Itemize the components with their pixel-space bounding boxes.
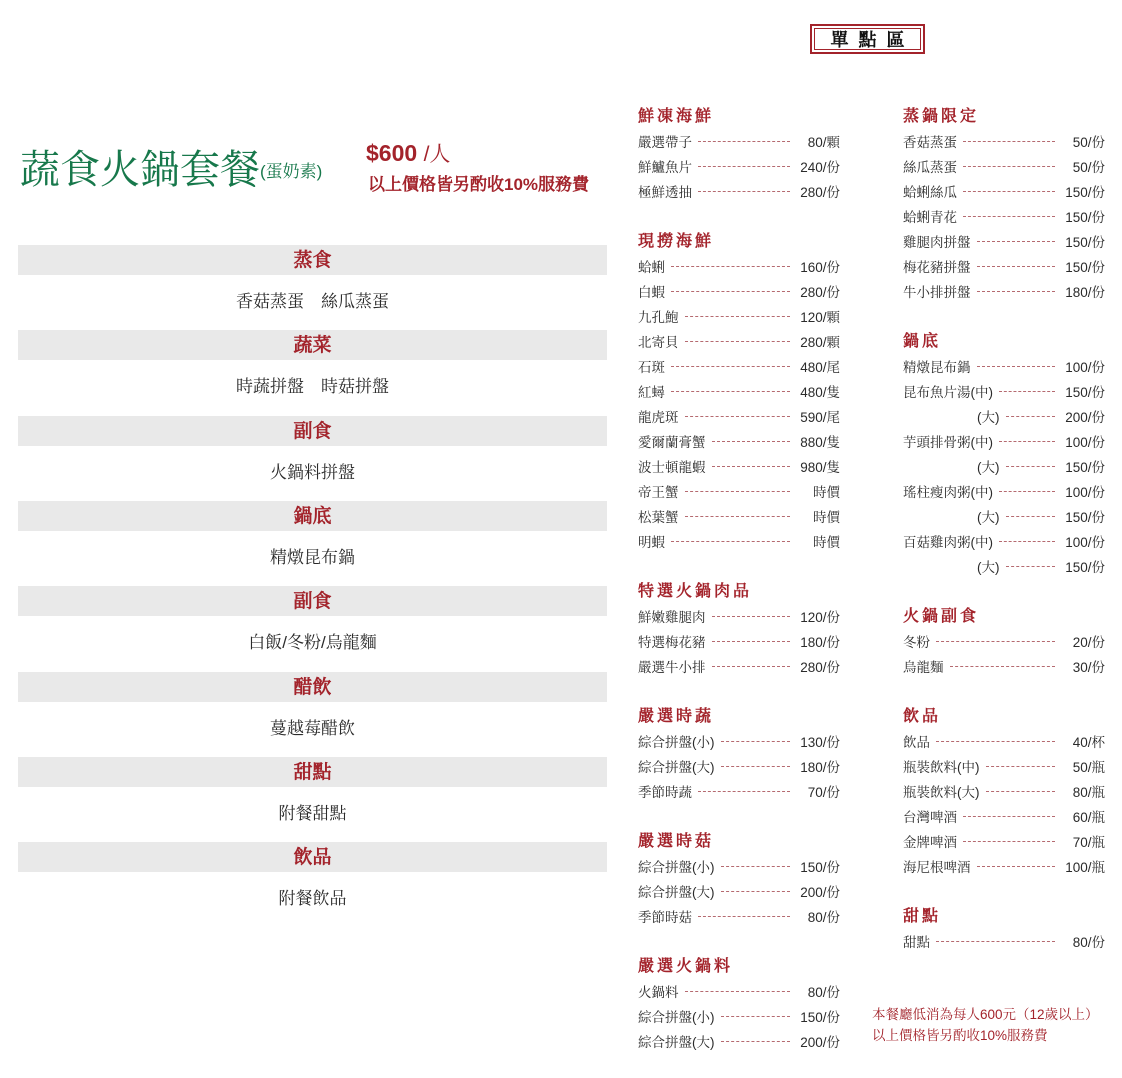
dotted-leader [977,291,1056,292]
menu-item [638,878,840,903]
item-name: 波士頓龍蝦 [638,459,706,475]
menu-item [638,1028,840,1053]
item-name: 白蝦 [638,284,665,300]
category-title: 嚴選時蔬 [638,706,715,725]
item-price: 時價 [813,484,840,500]
set-section-header: 飲品 [18,842,607,872]
menu-item [903,128,1105,153]
set-section-header: 甜點 [18,757,607,787]
menu-item [903,378,1105,403]
item-price: 時價 [813,534,840,550]
menu-item [903,853,1105,878]
item-price: 200/份 [800,1034,840,1050]
menu-item [903,253,1105,278]
dotted-leader [1006,516,1056,517]
service-fee-footer: 以上價格皆另酌收10%服務費 [872,1028,1048,1043]
set-menu-title [20,138,322,195]
menu-item [638,503,840,528]
dotted-leader [999,441,1055,442]
category-title: 嚴選時菇 [638,831,715,850]
category-title: 特選火鍋肉品 [638,581,753,600]
menu-item [638,453,840,478]
menu-category [638,828,840,928]
item-price: 80/顆 [807,134,840,150]
item-price: 70/瓶 [1072,834,1105,850]
menu-category [903,103,1105,303]
item-price: 150/份 [1065,184,1105,200]
dotted-leader [986,791,1056,792]
menu-item [638,1003,840,1028]
set-section [18,842,607,909]
menu-item [903,778,1105,803]
item-name: 嚴選牛小排 [638,659,706,675]
item-price: 100/份 [1065,434,1105,450]
item-name: 甜點 [903,934,930,950]
set-menu-price [366,138,450,168]
menu-item [638,278,840,303]
dotted-leader [977,266,1056,267]
item-price: 150/份 [1065,384,1105,400]
item-price: 30/份 [1072,659,1105,675]
dotted-leader [721,1016,791,1017]
set-section-content: 香菇蒸蛋 絲瓜蒸蛋 [236,292,389,311]
menu-item [638,428,840,453]
dotted-leader [685,991,791,992]
item-name: 綜合拼盤(小) [638,734,715,750]
item-name: 芋頭排骨粥(中) [903,434,993,450]
price-value: $600 [366,140,418,166]
service-fee-note: 以上價格皆另酌收10%服務費 [368,175,590,194]
item-price: 40/杯 [1072,734,1105,750]
dotted-leader [671,291,790,292]
dotted-leader [698,141,790,142]
item-price: 480/尾 [800,359,840,375]
dotted-leader [950,666,1056,667]
item-price: 200/份 [1065,409,1105,425]
item-price: 150/份 [1065,459,1105,475]
set-section-header: 鍋底 [18,501,607,531]
dotted-leader [963,141,1055,142]
item-price: 280/份 [800,659,840,675]
menu-category [638,228,840,553]
item-name: 極鮮透抽 [638,184,692,200]
menu-item [903,453,1105,478]
item-price: 980/隻 [800,459,840,475]
item-price: 100/份 [1065,534,1105,550]
dotted-leader [721,891,791,892]
price-unit: /人 [423,143,451,166]
menu-item [903,653,1105,678]
menu-item [638,528,840,553]
item-name: 季節時蔬 [638,784,692,800]
item-name: 綜合拼盤(小) [638,1009,715,1025]
item-price: 240/份 [800,159,840,175]
menu-item [638,978,840,1003]
footer-notes [872,1004,1099,1046]
set-section [18,586,607,653]
item-name: 台灣啤酒 [903,809,957,825]
item-price: 150/份 [1065,559,1105,575]
set-section-content: 白飯/冬粉/烏龍麵 [248,633,377,653]
set-section-header: 蔬菜 [18,330,607,360]
item-price: 180/份 [1065,284,1105,300]
dotted-leader [685,516,791,517]
menu-item [638,328,840,353]
item-price: 280/份 [800,284,840,300]
menu-item [903,628,1105,653]
item-name: 季節時菇 [638,909,692,925]
set-section-content: 蔓越莓醋飲 [270,718,355,738]
dotted-leader [698,166,790,167]
category-title: 鮮凍海鮮 [638,106,715,125]
dotted-leader [712,641,791,642]
set-section-content: 附餐飲品 [278,889,347,909]
badge-label: 單點區 [830,30,915,51]
menu-category [638,578,840,678]
item-name: 昆布魚片湯(中) [903,384,993,400]
dotted-leader [963,191,1055,192]
dotted-leader [721,866,791,867]
menu-item [903,928,1105,953]
item-name: (大) [977,459,1000,475]
menu-item [903,203,1105,228]
menu-item [903,803,1105,828]
category-title: 飲品 [903,706,942,725]
item-price: 60/瓶 [1072,809,1105,825]
set-section [18,245,607,312]
item-price: 280/份 [800,184,840,200]
dotted-leader [936,941,1055,942]
dotted-leader [671,266,790,267]
item-price: 100/瓶 [1065,859,1105,875]
item-price: 120/份 [800,609,840,625]
item-name: 蛤蜊 [638,259,665,275]
item-name: 石斑 [638,359,665,375]
set-section-content: 時蔬拼盤 時菇拼盤 [236,377,389,397]
item-price: 20/份 [1072,634,1105,650]
menu-item [638,178,840,203]
item-name: 冬粉 [903,634,930,650]
category-title: 鍋底 [903,331,942,350]
item-name: 綜合拼盤(大) [638,1034,715,1050]
menu-item [638,853,840,878]
item-name: 嚴選帶子 [638,134,692,150]
item-name: 精燉昆布鍋 [903,359,971,375]
menu-item [638,478,840,503]
item-name: 海尼根啤酒 [903,859,971,875]
dotted-leader [963,166,1055,167]
dotted-leader [1006,566,1056,567]
dotted-leader [685,341,791,342]
item-price: 100/份 [1065,359,1105,375]
set-section-header: 副食 [18,586,607,616]
menu-item [903,403,1105,428]
menu-item [638,603,840,628]
dotted-leader [936,741,1055,742]
item-price: 150/份 [800,1009,840,1025]
item-name: 雞腿肉拼盤 [903,234,971,250]
item-name: 梅花豬拼盤 [903,259,971,275]
dotted-leader [712,466,791,467]
menu-item [638,253,840,278]
item-name: 烏龍麵 [903,659,944,675]
dotted-leader [977,366,1056,367]
menu-item [638,778,840,803]
dotted-leader [999,391,1055,392]
item-price: 180/份 [800,759,840,775]
item-name: (大) [977,509,1000,525]
menu-item [903,153,1105,178]
item-price: 50/份 [1072,159,1105,175]
menu-column-left [638,103,840,1078]
item-name: (大) [977,559,1000,575]
item-price: 80/份 [1072,934,1105,950]
item-name: 明蝦 [638,534,665,550]
item-price: 150/份 [1065,209,1105,225]
item-price: 80/份 [807,909,840,925]
item-price: 100/份 [1065,484,1105,500]
dotted-leader [712,441,791,442]
item-price: 160/份 [800,259,840,275]
item-price: 120/顆 [800,309,840,325]
menu-category [903,328,1105,578]
menu-item [903,553,1105,578]
set-section-content: 火鍋料拼盤 [270,462,355,482]
item-price: 80/份 [807,984,840,1000]
item-price: 280/顆 [800,334,840,350]
menu-item [903,353,1105,378]
item-name: 特選梅花豬 [638,634,706,650]
item-price: 150/份 [1065,259,1105,275]
menu-item [638,153,840,178]
item-price: 590/尾 [800,409,840,425]
item-name: (大) [977,409,1000,425]
category-title: 甜點 [903,906,942,925]
item-price: 150/份 [1065,234,1105,250]
dotted-leader [977,241,1056,242]
item-price: 時價 [813,509,840,525]
item-name: 絲瓜蒸蛋 [903,159,957,175]
item-name: 九孔鮑 [638,309,679,325]
a-la-carte-badge [810,24,925,54]
menu-category [903,603,1105,678]
menu-item [638,378,840,403]
item-name: 百菇雞肉粥(中) [903,534,993,550]
category-title: 蒸鍋限定 [903,106,980,125]
set-section [18,501,607,568]
dotted-leader [721,741,791,742]
menu-item [638,403,840,428]
dotted-leader [685,416,791,417]
menu-category [638,703,840,803]
dotted-leader [671,366,790,367]
menu-column-right [903,103,1105,978]
item-name: 綜合拼盤(大) [638,884,715,900]
menu-item [903,828,1105,853]
menu-item [638,653,840,678]
item-name: 愛爾蘭膏蟹 [638,434,706,450]
dotted-leader [999,541,1055,542]
dotted-leader [698,916,790,917]
set-section-header: 蒸食 [18,245,607,275]
dotted-leader [977,866,1056,867]
set-section [18,330,607,397]
dotted-leader [685,316,791,317]
menu-category [638,953,840,1053]
menu-item [638,753,840,778]
item-name: 綜合拼盤(大) [638,759,715,775]
menu-item [903,528,1105,553]
item-price: 130/份 [800,734,840,750]
item-name: 龍虎斑 [638,409,679,425]
item-name: 北寄貝 [638,334,679,350]
dotted-leader [685,491,791,492]
item-price: 50/份 [1072,134,1105,150]
item-name: 松葉蟹 [638,509,679,525]
title-text: 蔬食火鍋套餐 [20,148,260,192]
item-name: 蛤蜊青花 [903,209,957,225]
item-price: 150/份 [800,859,840,875]
item-name: 瓶裝飲料(中) [903,759,980,775]
item-name: 鮮嫩雞腿肉 [638,609,706,625]
item-name: 紅蟳 [638,384,665,400]
menu-item [903,428,1105,453]
menu-category [903,703,1105,878]
title-subtitle: (蛋奶素) [260,162,323,181]
dotted-leader [698,191,790,192]
set-section-header: 副食 [18,416,607,446]
item-name: 蛤蜊絲瓜 [903,184,957,200]
set-section [18,416,607,483]
menu-item [903,278,1105,303]
dotted-leader [999,491,1055,492]
set-section-content: 附餐甜點 [278,803,347,823]
item-name: 瓶裝飲料(大) [903,784,980,800]
item-name: 香菇蒸蛋 [903,134,957,150]
item-name: 金牌啤酒 [903,834,957,850]
dotted-leader [1006,466,1056,467]
item-name: 帝王蟹 [638,484,679,500]
item-name: 鮮鱸魚片 [638,159,692,175]
dotted-leader [963,841,1055,842]
item-price: 50/瓶 [1072,759,1105,775]
item-name: 瑤柱瘦肉粥(中) [903,484,993,500]
menu-item [903,753,1105,778]
menu-category [638,103,840,203]
dotted-leader [698,791,790,792]
category-title: 嚴選火鍋料 [638,956,734,975]
menu-item [638,128,840,153]
dotted-leader [671,541,790,542]
item-price: 880/隻 [800,434,840,450]
item-price: 480/隻 [800,384,840,400]
item-price: 200/份 [800,884,840,900]
dotted-leader [1006,416,1056,417]
dotted-leader [671,391,790,392]
menu-item [638,303,840,328]
set-section-header: 醋飲 [18,672,607,702]
menu-item [903,728,1105,753]
item-name: 牛小排拼盤 [903,284,971,300]
category-title: 現撈海鮮 [638,231,715,250]
item-price: 80/瓶 [1072,784,1105,800]
item-price: 70/份 [807,784,840,800]
set-section [18,757,607,824]
menu-item [638,728,840,753]
set-section-content: 精燉昆布鍋 [270,547,355,567]
menu-item [638,628,840,653]
category-title: 火鍋副食 [903,606,980,625]
item-price: 180/份 [800,634,840,650]
item-name: 飲品 [903,734,930,750]
min-charge-note: 本餐廳低消為每人600元（12歲以上） [872,1007,1099,1022]
dotted-leader [712,666,791,667]
dotted-leader [712,616,791,617]
menu-item [638,353,840,378]
menu-item [638,903,840,928]
dotted-leader [963,816,1055,817]
menu-category [903,903,1105,953]
item-name: 火鍋料 [638,984,679,1000]
item-name: 綜合拼盤(小) [638,859,715,875]
item-price: 150/份 [1065,509,1105,525]
dotted-leader [963,216,1055,217]
menu-item [903,503,1105,528]
menu-item [903,228,1105,253]
menu-item [903,478,1105,503]
dotted-leader [986,766,1056,767]
menu-item [903,178,1105,203]
dotted-leader [936,641,1055,642]
dotted-leader [721,766,791,767]
set-section [18,672,607,739]
dotted-leader [721,1041,791,1042]
